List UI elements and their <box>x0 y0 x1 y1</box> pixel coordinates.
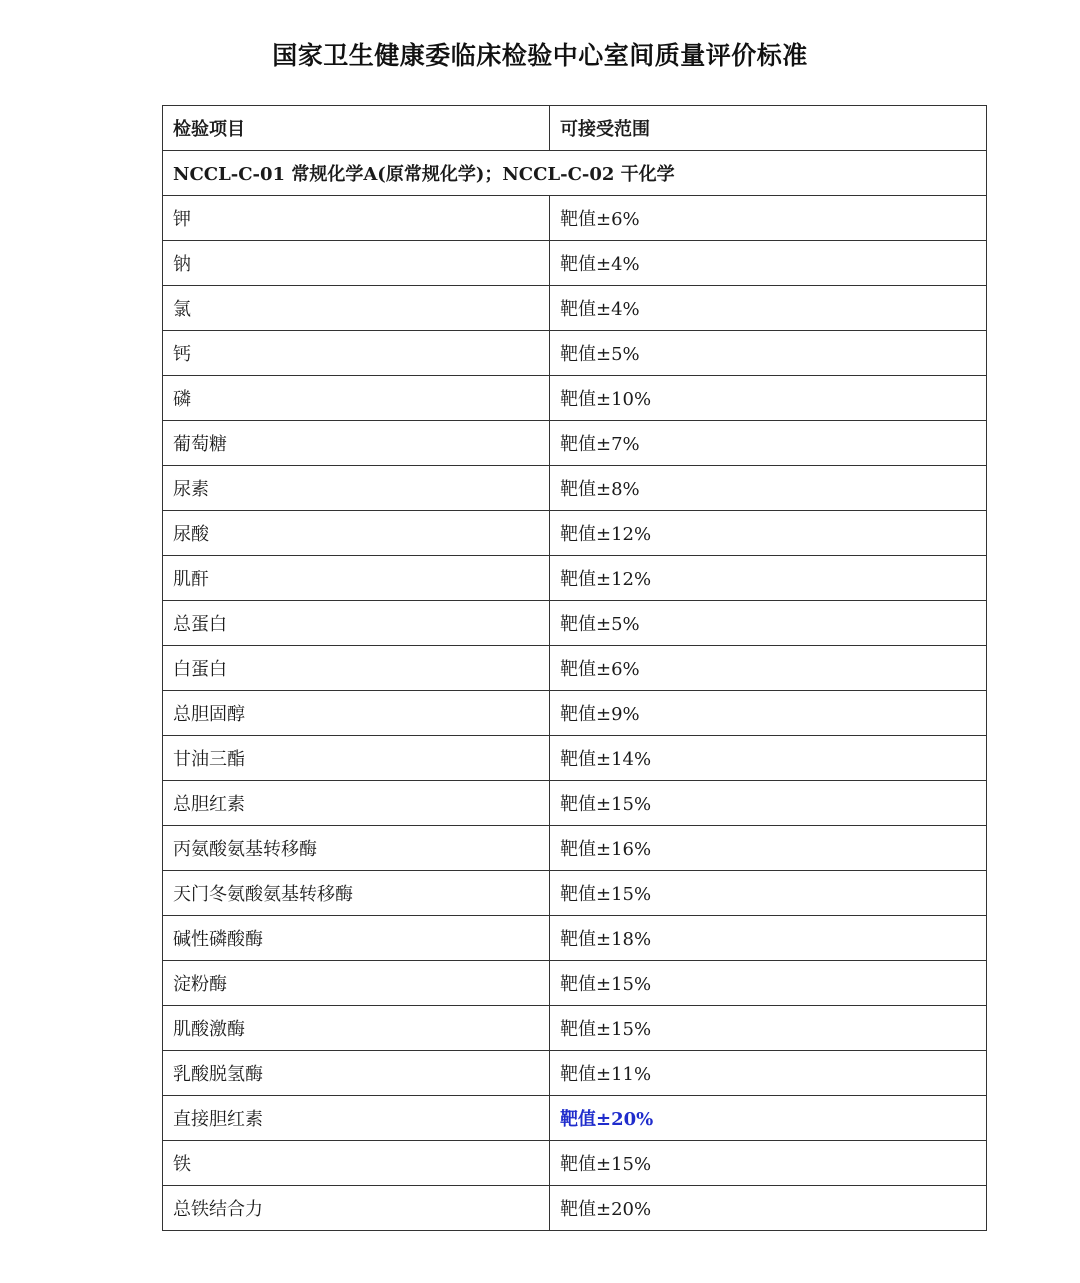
acceptable-range-cell: 靶值±20% <box>550 1096 987 1141</box>
item-name-cell: 甘油三酯 <box>163 736 550 781</box>
table-row <box>163 736 987 781</box>
item-name-cell: 乳酸脱氢酶 <box>163 1051 550 1096</box>
section-row <box>163 151 987 196</box>
item-name-cell: 丙氨酸氨基转移酶 <box>163 826 550 871</box>
item-name-cell: 尿酸 <box>163 511 550 556</box>
item-name-cell: 尿素 <box>163 466 550 511</box>
acceptable-range-cell: 靶值±5% <box>550 331 987 376</box>
acceptable-range-cell: 靶值±12% <box>550 556 987 601</box>
table-row <box>163 466 987 511</box>
page-title: 国家卫生健康委临床检验中心室间质量评价标准 <box>272 41 808 70</box>
table-row <box>163 1051 987 1096</box>
table-row <box>163 781 987 826</box>
table-row <box>163 916 987 961</box>
acceptable-range-cell: 靶值±15% <box>550 1141 987 1186</box>
quality-standard-table <box>162 105 987 1231</box>
table-row <box>163 646 987 691</box>
acceptable-range-cell: 靶值±8% <box>550 466 987 511</box>
acceptable-range-cell: 靶值±5% <box>550 601 987 646</box>
item-name-cell: 总胆固醇 <box>163 691 550 736</box>
item-name-cell: 钠 <box>163 241 550 286</box>
acceptable-range-cell: 靶值±15% <box>550 1006 987 1051</box>
acceptable-range-cell: 靶值±15% <box>550 961 987 1006</box>
acceptable-range-cell: 靶值±11% <box>550 1051 987 1096</box>
item-name-cell: 肌酸激酶 <box>163 1006 550 1051</box>
table-row <box>163 1186 987 1231</box>
table-row <box>163 826 987 871</box>
acceptable-range-cell: 靶值±7% <box>550 421 987 466</box>
item-name-cell: 总铁结合力 <box>163 1186 550 1231</box>
table-row <box>163 421 987 466</box>
item-name-cell: 碱性磷酸酶 <box>163 916 550 961</box>
acceptable-range-cell: 靶值±6% <box>550 646 987 691</box>
table-row <box>163 511 987 556</box>
item-name-cell: 白蛋白 <box>163 646 550 691</box>
acceptable-range-cell: 靶值±20% <box>550 1186 987 1231</box>
item-name-cell: 天门冬氨酸氨基转移酶 <box>163 871 550 916</box>
item-name-cell: 铁 <box>163 1141 550 1186</box>
table-row <box>163 871 987 916</box>
item-name-cell: 直接胆红素 <box>163 1096 550 1141</box>
item-name-cell: 总蛋白 <box>163 601 550 646</box>
item-name-cell: 氯 <box>163 286 550 331</box>
acceptable-range-cell: 靶值±15% <box>550 871 987 916</box>
table-header-row <box>163 106 987 151</box>
table-row <box>163 601 987 646</box>
item-name-cell: 葡萄糖 <box>163 421 550 466</box>
acceptable-range-cell: 靶值±9% <box>550 691 987 736</box>
acceptable-range-cell: 靶值±18% <box>550 916 987 961</box>
acceptable-range-cell: 靶值±16% <box>550 826 987 871</box>
acceptable-range-cell: 靶值±4% <box>550 286 987 331</box>
table-row <box>163 196 987 241</box>
item-name-cell: 淀粉酶 <box>163 961 550 1006</box>
item-name-cell: 总胆红素 <box>163 781 550 826</box>
section-label: NCCL-C-01 常规化学A(原常规化学)；NCCL-C-02 干化学 <box>163 151 987 196</box>
acceptable-range-cell: 靶值±15% <box>550 781 987 826</box>
acceptable-range-cell: 靶值±4% <box>550 241 987 286</box>
table-row <box>163 1141 987 1186</box>
acceptable-range-cell: 靶值±6% <box>550 196 987 241</box>
table-row <box>163 1006 987 1051</box>
table-row <box>163 691 987 736</box>
table-row <box>163 556 987 601</box>
item-name-cell: 钾 <box>163 196 550 241</box>
item-name-cell: 肌酐 <box>163 556 550 601</box>
acceptable-range-cell: 靶值±10% <box>550 376 987 421</box>
table-row <box>163 241 987 286</box>
table-row <box>163 376 987 421</box>
table-row <box>163 331 987 376</box>
acceptable-range-cell: 靶值±12% <box>550 511 987 556</box>
header-range: 可接受范围 <box>550 106 987 151</box>
table-row <box>163 286 987 331</box>
header-item: 检验项目 <box>163 106 550 151</box>
item-name-cell: 钙 <box>163 331 550 376</box>
table-row <box>163 1096 987 1141</box>
table-row <box>163 961 987 1006</box>
acceptable-range-cell: 靶值±14% <box>550 736 987 781</box>
item-name-cell: 磷 <box>163 376 550 421</box>
